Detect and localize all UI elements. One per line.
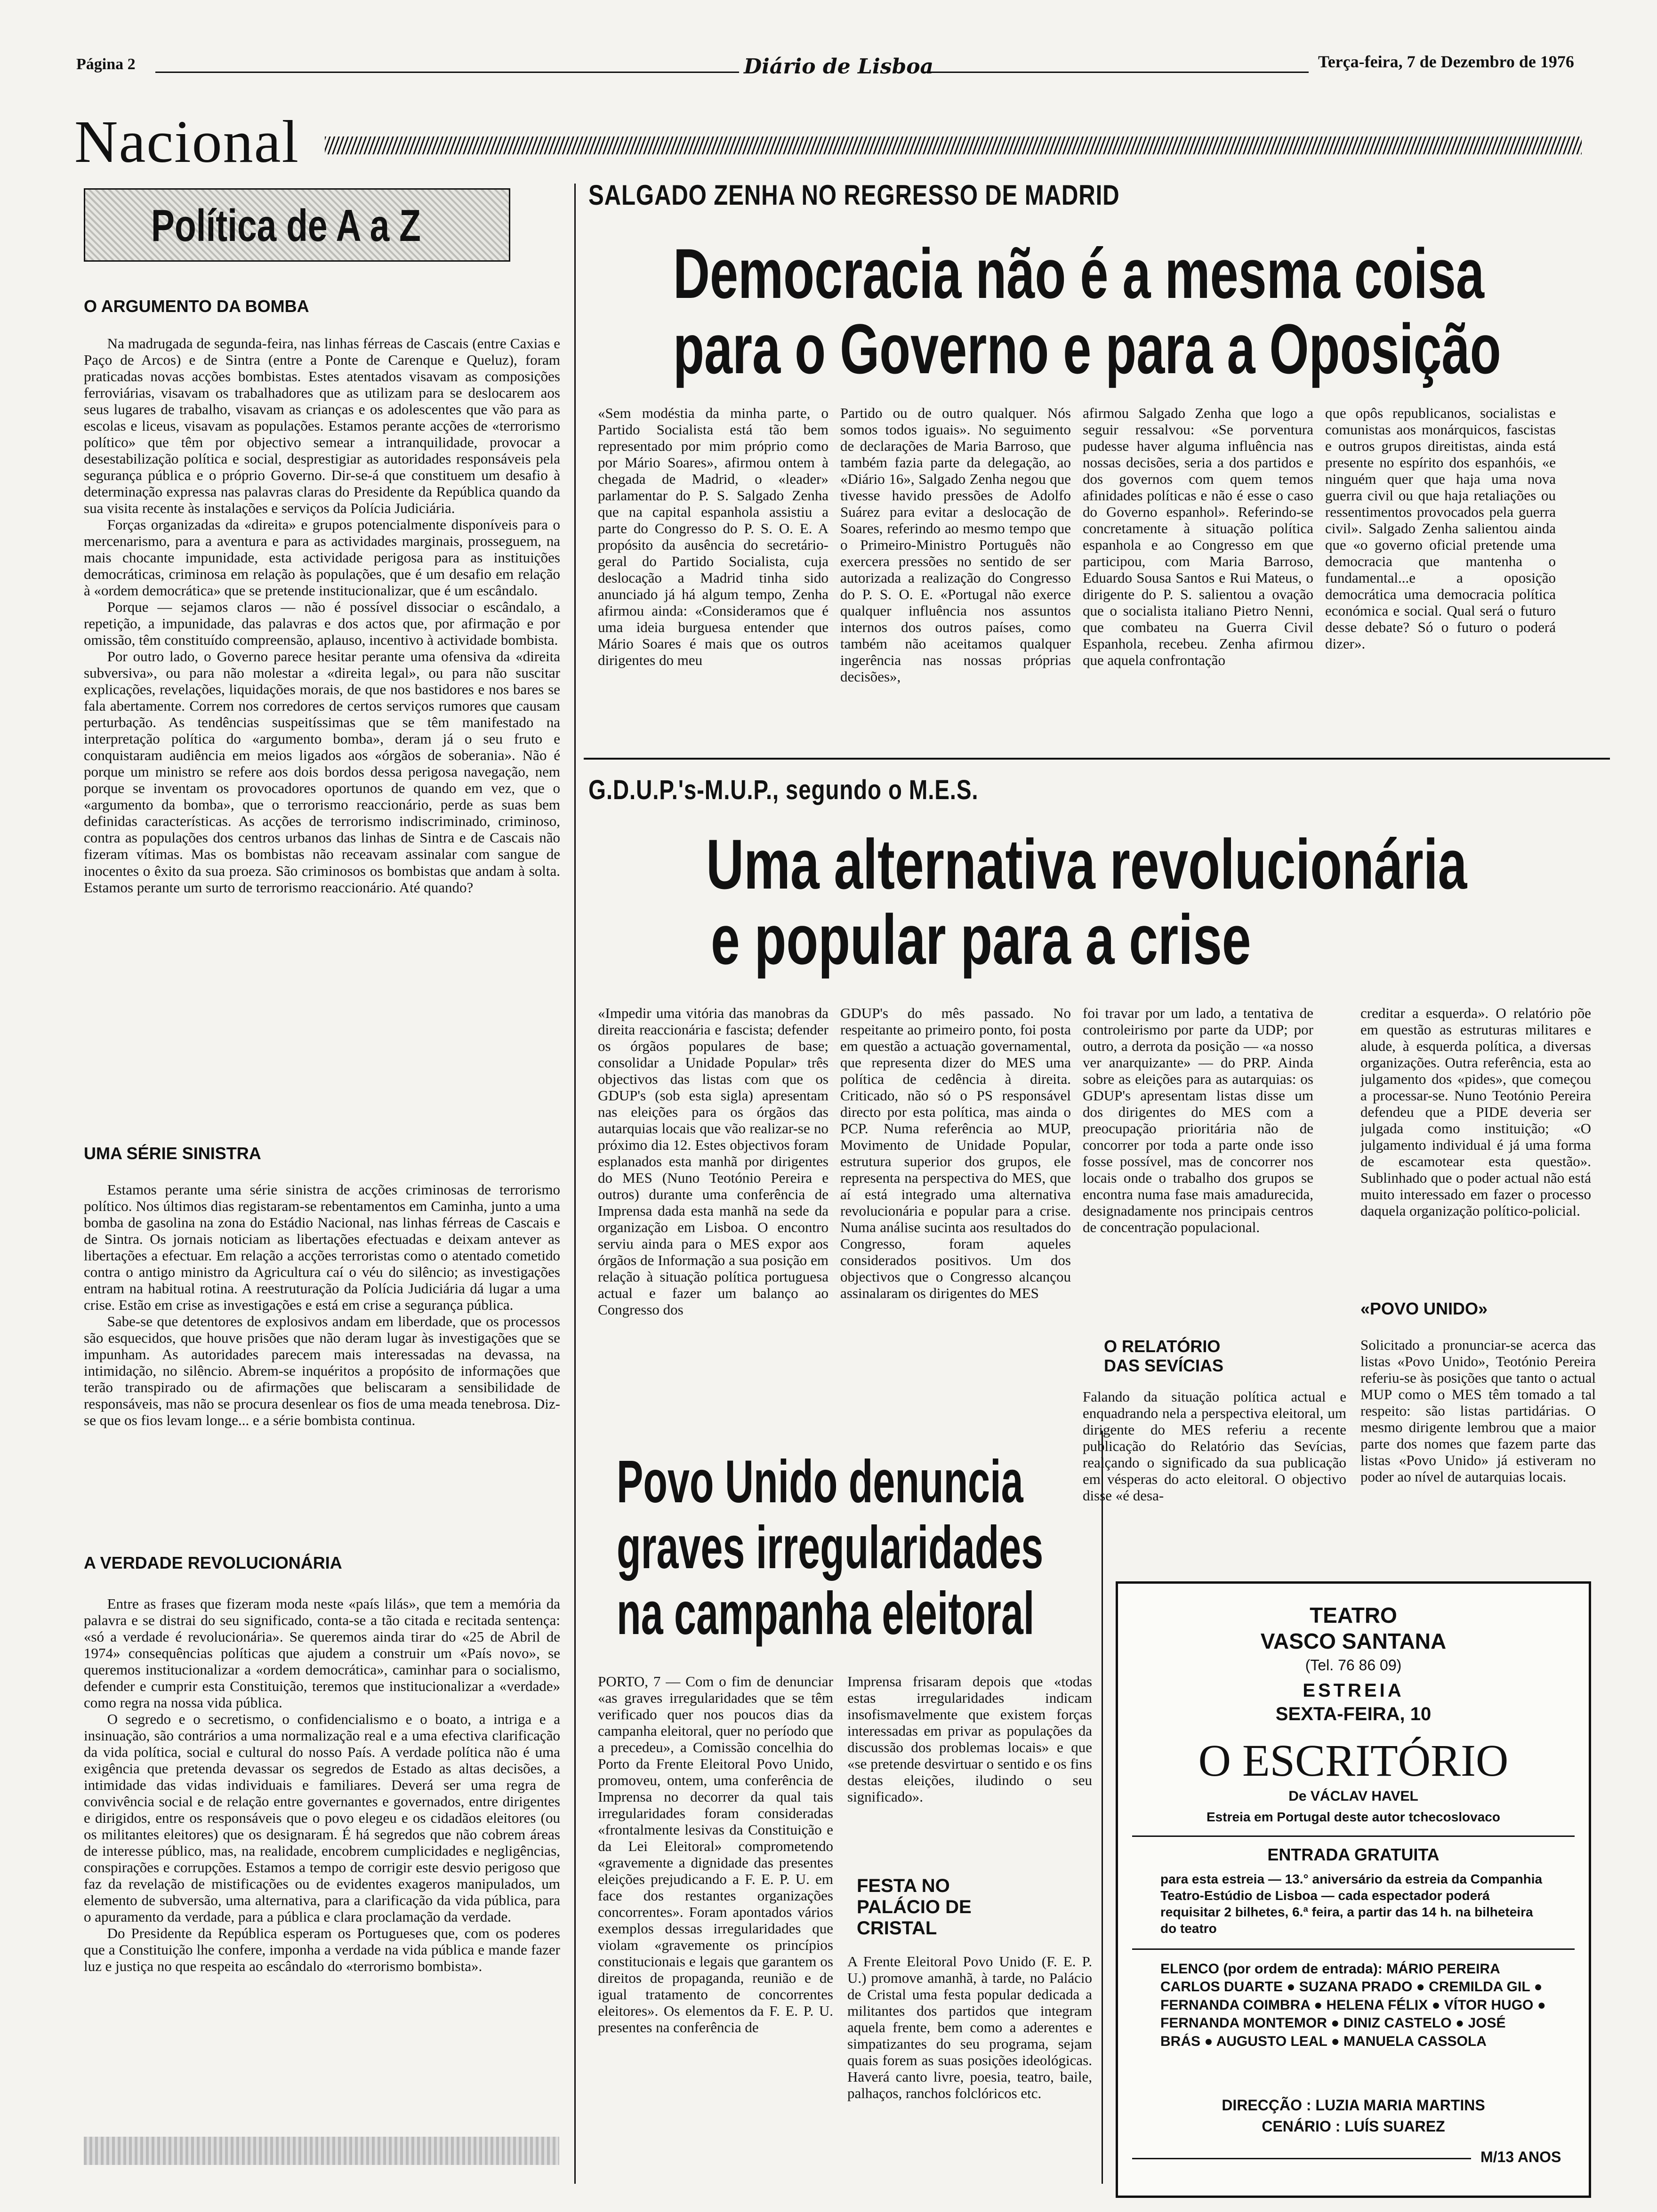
- paragraph: Forças organizadas da «direita» e grupos potencialmente disponíveis para o mercenarismo, para a aventura e para as actividades marginais, prosseguem, na mais chocante impunidade, esta actividade perigosa para as instituições democráticas, criminosa em relação às populações, que é um desafio em relação à «ordem democrática» que se pretende institucionalizar, que é um escândalo.: [84, 516, 560, 599]
- paragraph: Estamos perante uma série sinistra de acções criminosas de terrorismo político. Nos últimos dias registaram-se rebentamentos em Caminha, junto a uma bomba de gasolina na zona do Estádio Nacional, nas linhas férreas de Cascais e de Sintra. Os jornais noticiam as libertações efectuadas e deixam antever as libertações a efectuar. Em relação a acções terroristas como o atentado cometido contra o antigo ministro da Agricultura caí o véu do silêncio; as investigações entram na habitual rotina. A reestruturação da Polícia Judiciária dá lugar a uma crise. Estão em crise as investigações e está em crise a segurança pública.: [84, 1181, 560, 1314]
- section-title: Nacional: [74, 108, 299, 175]
- column-rule: [574, 184, 576, 2184]
- paragraph: Do Presidente da República esperam os Portugueses que, com os poderes que a Constituição lhe confere, imponha a verdade na vida pública e mande fazer luz e justiça no que respeita ao escândalo do «terrorismo bombista».: [84, 1925, 560, 1975]
- masthead: Diário de Lisboa: [744, 55, 934, 79]
- story-column: «Impedir uma vitória das manobras da direita reaccionária e fascista; defender os órgãos populares de base; consolidar a Unidade Popular» três objectivos das listas com que os GDUP's (sob esta sigla) apresentam nas eleições para os órgãos das autarquias locais que vão realizar-se no próximo dia 12. Estes objectivos foram esplanados esta manhã por dirigentes do MES (Nuno Teotónio Pereira e outros) durante uma conferência de Imprensa dada esta manhã na sede da organização em Lisboa. O encontro serviu ainda para o MES expor aos órgãos de Informação a sua posição em relação à situação política portuguesa actual e fazer um balanço ao Congresso dos: [598, 1005, 828, 1318]
- page-number: Página 2: [76, 56, 136, 73]
- ad-play-title: O ESCRITÓRIO: [1198, 1735, 1509, 1786]
- subsection-heading: «POVO UNIDO»: [1360, 1299, 1488, 1318]
- paragraph: Entre as frases que fizeram moda neste «país lilás», que tem a memória da palavra e se distrai do seu significado, conta-se a tão citada e recitada sentença: «só a verdade é revolucionária». Se queremos ainda tirar do «25 de Abril de 1974» consequências políticas que ajudem a construir um «País novo», se queremos institucionalizar a «ordem democrática», caminhar para o socialismo, defender e cumprir esta Constituição, teremos que institucionalizar a «verdade» como regra na nossa vida pública.: [84, 1595, 560, 1711]
- story-column: PORTO, 7 — Com o fim de denunciar «as graves irregularidades que se têm verificado quer nos poucos dias da campanha eleitoral, quer no período que a precedeu», a Comissão concelhia do Porto da Frente Eleitoral Povo Unido, promoveu, ontem, uma conferência de Imprensa no decorrer da qual tais irregularidades foram consideradas «frontalmente lesivas da Constituição e da Lei Eleitoral» comprometendo «gravemente a dignidade das presentes eleições prejudicando a F. E. P. U. em face dos restantes organizações concorrentes». Foram apontados vários exemplos dessas irregularidades que violam «gravemente os princípios constitucionais e legais que garantem os direitos de propaganda, reunião e de igual tratamento de concorrentes eleitores». Os elementos da F. E. P. U. presentes na conferência de: [598, 1673, 833, 2036]
- article-heading: UMA SÉRIE SINISTRA: [84, 1144, 261, 1163]
- ad-day: SEXTA-FEIRA, 10: [1275, 1704, 1432, 1724]
- story-kicker: SALGADO ZENHA NO REGRESSO DE MADRID: [588, 179, 1120, 211]
- paragraph: Por outro lado, o Governo parece hesitar perante uma ofensiva da «direita subversiva», ou para não molestar a «direita legal», ou para não suscitar explicações, revelações, liquidações morais, de que nos bastidores e nos bares se fala abertamente. Correm nos corredores de certos serviços rumores que causam perturbação. As tendências suspeitíssimas que se têm manifestado na interpretação política do «argumento bomba», deram já o seu fruto e conquistaram audiência em meios ligados aos «órgãos de soberania». Não é porque um ministro se refere aos dois bordos dessa perigosa navegação, nem porque se inventam os provocadores oportunos de quando em vez, que o «argumento da bomba», que o terrorismo reaccionário, perde as suas bem definidas características. As acções de terrorismo indiscriminado, criminoso, contra as populações dos centros urbanos das linhas de Sintra e de Cascais não fizeram vítimas. Mas os bombistas não receavam assinalar com sangue de inocentes o êxito da sua proeza. São criminosos os bombistas que andam à solta. Estamos perante um surto de terrorismo reaccionário. Até quando?: [84, 648, 560, 896]
- subsection-body: Falando da situação política actual e enquadrando nela a perspectiva eleitoral, um dirigente do MES referiu a recente publicação do Relatório das Sevícias, realçando o significado da sua publicação em vésperas do acto eleitoral. O objectivo disse «é desa-: [1083, 1388, 1346, 1504]
- ad-scenery: CENÁRIO : LUÍS SUAREZ: [1262, 2118, 1445, 2135]
- story-column: Imprensa frisaram depois que «todas estas irregularidades indicam insofismavelmente que existem forças interessadas em privar as populações da discussão dos problemas locais» e que «se pretende desvirtuar o sentido e os fins destas eleições, iludindo o seu significado».: [847, 1673, 1092, 1805]
- subsection-body: A Frente Eleitoral Povo Unido (F. E. P. U.) promove amanhã, à tarde, no Palácio de Cristal uma festa popular dedicada a militantes dos partidos que integram aquela frente, bem como a aderentes e simpatizantes do seu programa, sejam quais forem as suas posições ideológicas. Haverá canto livre, poesia, teatro, baile, palhaços, ranchos folclóricos etc.: [847, 1953, 1092, 2102]
- story-headline: graves irregularidades: [617, 1514, 1044, 1581]
- column-rule: [1102, 1431, 1103, 2184]
- ad-direction: DIRECÇÃO : LUZIA MARIA MARTINS: [1222, 2097, 1485, 2114]
- ad-premiere: ESTREIA: [1303, 1680, 1404, 1701]
- story-headline: para o Governo e para a Oposição: [673, 309, 1501, 388]
- ad-entry-text: para esta estreia — 13.° aniversário da estreia da Companhia Teatro-Estúdio de Lisboa — cada espectador poderá requisitar 2 bilhetes, 6.ª feira, a partir das 14 h. na bilheteira do teatro: [1160, 1872, 1543, 1936]
- paragraph: Sabe-se que detentores de explosivos andam em liberdade, que os processos são esquecidos, que houve prisões que não deram lugar às investigações que se impunham. As autoridades parecem mais interessadas na devassa, na intimidação, no silêncio. Abrem-se inquéritos a propósito de informações que terão transpirado ou de afirmações que beliscaram a sensibilidade de responsáveis, mas não se procura desenlear os fios de uma meada tenebrosa. Diz-se que os fios levam longe... e a série bombista continua.: [84, 1313, 560, 1429]
- story-headline: Democracia não é a mesma coisa: [673, 234, 1484, 313]
- story-divider: [584, 758, 1610, 760]
- politica-box-title: Política de A a Z: [151, 200, 421, 251]
- article-heading: A VERDADE REVOLUCIONÁRIA: [84, 1553, 342, 1572]
- article-body: [84, 1595, 560, 2132]
- story-headline: Povo Unido denuncia: [617, 1448, 1023, 1515]
- story-column: GDUP's do mês passado. No respeitante ao primeiro ponto, foi posta em questão a actuação governamental, que representa dizer do MES uma política de cedência à direita. Criticado, não só o PS responsável directo por esta política, mas ainda o PCP. Numa referência ao MUP, Movimento de Unidade Popular, estrutura superior dos grupos, ele representa na perspectiva do MES, que aí está integrado uma alternativa revolucionária e popular para a crise. Numa análise sucinta aos resultados do Congresso, foram aqueles considerados positivos. Um dos objectivos que o Congresso alcançou assinalaram os dirigentes do MES: [840, 1005, 1071, 1302]
- ad-note: Estreia em Portugal deste autor tchecoslovaco: [1207, 1810, 1500, 1824]
- ad-author: De VÁCLAV HAVEL: [1288, 1788, 1418, 1804]
- section-hatch-bar: [325, 136, 1582, 154]
- ad-phone: (Tel. 76 86 09): [1305, 1657, 1402, 1674]
- story-column: «Sem modéstia da minha parte, o Partido Socialista está tão bem representado por mim próprio como por Mário Soares», afirmou ontem à chegada de Madrid, o «leader» parlamentar do P. S. Salgado Zenha que na capital espanhola assistiu a parte do Congresso do P. S. O. E. A propósito da ausência do secretário-geral do Partido Socialista, cuja deslocação a Madrid tinha sido anunciado já há algum tempo, Zenha afirmou ainda: «Consideramos que é uma ideia burguesa entender que Mário Soares é mais que os outros dirigentes do meu: [598, 405, 828, 669]
- story-column: Partido ou de outro qualquer. Nós somos todos iguais». No seguimento de declarações de Maria Barroso, que também fazia parte da delegação, ao «Diário 16», Salgado Zenha negou que tivesse havido pressões de Adolfo Suárez para evitar a deslocação de Soares, referindo ao mesmo tempo que o Primeiro-Ministro Português não exercera pressões no sentido de ser autorizada a realização do Congresso do P. S. O. E. «Portugal não exerce qualquer influência nos assuntos internos dos outros países, como também não aceitamos qualquer ingerência nas nossas próprias decisões»,: [840, 405, 1071, 685]
- subsection-heading: O RELATÓRIO DAS SEVÍCIAS: [1104, 1337, 1224, 1376]
- story-column: que opôs republicanos, socialistas e comunistas aos monárquicos, fascistas e outros grupos direitistas, ainda está presente no espírito dos espanhóis, «e ninguém quer que haja uma nova guerra civil ou que haja retaliações ou ressentimentos provocados pela guerra civil». Salgado Zenha salientou ainda que «o governo oficial pretende uma democracia que mantenha o fundamental...e a oposição democrática uma democracia política económica e social. Qual será o futuro desse debate? Só o futuro o poderá dizer».: [1325, 405, 1556, 652]
- paragraph: Porque — sejamos claros — não é possível dissociar o escândalo, a repetição, a impunidade, das palavras e dos actos que, por afirmação e por omissão, têm constituído compreensão, aplauso, incentivo à actividade bombista.: [84, 599, 560, 649]
- ad-cast: ELENCO (por ordem de entrada): MÁRIO PEREIRA CARLOS DUARTE ● SUZANA PRADO ● CREMILDA GIL ● FERNANDA COIMBRA ● HELENA FÉLIX ● VÍTOR HUGO ● FERNANDA MONTEMOR ● DINIZ CASTELO ● JOSÉ BRÁS ● AUGUSTO LEAL ● MANUELA CASSOLA: [1160, 1961, 1546, 2049]
- paragraph: O segredo e o secretismo, o confidencialismo e o boato, a intriga e a insinuação, são contrários a uma normalização real e a uma efectiva clarificação da vida política, social e cultural do nosso País. A verdade política não é uma exigência que pretenda devassar os segredos de Estado as altas decisões, a intimidade das vidas individuais e familiares. Deverá ser uma regra de convivência social e de relação entre governantes e governados, entre dirigentes e dirigidos, entre os responsáveis que o povo elegeu e os cidadãos eleitores (ou os militantes eleitores) que os designaram. É há segredos que não cobrem áreas de interesse público, mas, na realidade, encobrem cumplicidades e negligências, conspirações e corrupções. Estamos a tempo de corrigir este desvio perigoso que faz da revelação de mistificações ou de evidentes exageros manipulados, um elemento de subversão, uma alternativa, para a clarificação da vida pública, para o apuramento da verdade, para a pública e clara proclamação da verdade.: [84, 1711, 560, 1925]
- story-column: afirmou Salgado Zenha que logo a seguir ressalvou: «Se porventura pudesse haver alguma influência nas nossas decisões, seria a dos partidos e dos governos com quem temos afinidades políticas e não é esse o caso do Governo espanhol». Referindo-se concretamente à situação política espanhola e ao Congresso em que participou, com Maria Barroso, Eduardo Sousa Santos e Rui Mateus, o dirigente do P. S. salientou a ovação que o socialista italiano Pietro Nenni, que combateu na Guerra Civil Espanhola, recebeu. Zenha afirmou que aquela confrontação: [1083, 405, 1313, 669]
- ad-rule: [1132, 1835, 1575, 1837]
- story-headline: Uma alternativa revolucionária: [706, 825, 1467, 904]
- halftone-strip: [84, 2137, 559, 2165]
- ad-venue: TEATRO: [1310, 1603, 1397, 1627]
- header-rule-right: [923, 72, 1309, 73]
- subsection-heading: FESTA NO PALÁCIO DE CRISTAL: [857, 1875, 972, 1939]
- article-heading: O ARGUMENTO DA BOMBA: [84, 297, 309, 316]
- ad-entry: ENTRADA GRATUITA: [1267, 1845, 1440, 1864]
- story-column: creditar a esquerda». O relatório põe em questão as estruturas militares e alude, à esquerda política, a diversas organizações. Outra referência, esta ao julgamento dos «pides», que começou a processar-se. Nuno Teotónio Pereira defendeu que a PIDE deveria ser julgada como instituição; «O julgamento individual é já uma forma de escamotear esta questão». Sublinhado que o poder actual não está muito interessado em fazer o processo daquela organização político-policial.: [1360, 1005, 1591, 1219]
- politica-box: [84, 188, 510, 262]
- article-body: [84, 1181, 560, 1506]
- story-kicker: G.D.U.P.'s-M.U.P., segundo o M.E.S.: [588, 775, 979, 805]
- theatre-ad: [1116, 1581, 1591, 2198]
- ad-venue: VASCO SANTANA: [1260, 1629, 1447, 1653]
- header-rule-left: [155, 72, 739, 73]
- issue-date: Terça-feira, 7 de Dezembro de 1976: [1318, 52, 1574, 71]
- story-headline: e popular para a crise: [711, 900, 1251, 979]
- ad-rating: M/13 ANOS: [1480, 2148, 1561, 2165]
- article-body: [84, 335, 560, 1112]
- story-column: foi travar por um lado, a tentativa de controleirismo por parte da UDP; por outro, a derrota da posição — «a nosso ver anarquizante» — do PRP. Ainda sobre as eleições para as autarquias: os GDUP's apresentam listas disse um dos dirigentes do MES com a preocupação prioritária não de concorrer por toda a parte onde isso fosse possível, mas de concorrer nos locais onde o trabalho dos grupos se encontra numa fase mais amadurecida, designadamente nos principais centros de concentração populacional.: [1083, 1005, 1313, 1236]
- paragraph: Na madrugada de segunda-feira, nas linhas férreas de Cascais (entre Caxias e Paço de Arcos) e de Sintra (entre a Ponte de Carenque e Queluz), foram praticadas novas acções bombistas. Estes atentados visavam as composições ferroviárias, visavam os trabalhadores que as utilizam para se deslocarem aos seus lugares de trabalho, visavam as crianças e os adolescentes que vão para as escolas e liceus, visavam as populações. Estamos perante acções de «terrorismo político» que têm por objectivo semear a intranquilidade, provocar a desestabilização política e social, desprestigiar as autoridades responsáveis pela segurança pública e o próprio Governo. Dir-se-á que constituem um desafio à determinação expressa nas palavras claras do Presidente da República quando da sua visita recente às instalações e serviços da Polícia Judiciária.: [84, 335, 560, 517]
- subsection-body: Solicitado a pronunciar-se acerca das listas «Povo Unido», Teotónio Pereira referiu-se às posições que tanto o actual MUP como o MES têm tomado a tal respeito: são listas partidárias. O mesmo dirigente lembrou que a maior parte dos nomes que fazem parte das listas «Povo Unido» já estiveram no poder ao nível de autarquias locais.: [1360, 1337, 1596, 1485]
- ad-rule: [1132, 2158, 1471, 2159]
- ad-rule: [1132, 1948, 1575, 1950]
- story-headline: na campanha eleitoral: [617, 1580, 1035, 1647]
